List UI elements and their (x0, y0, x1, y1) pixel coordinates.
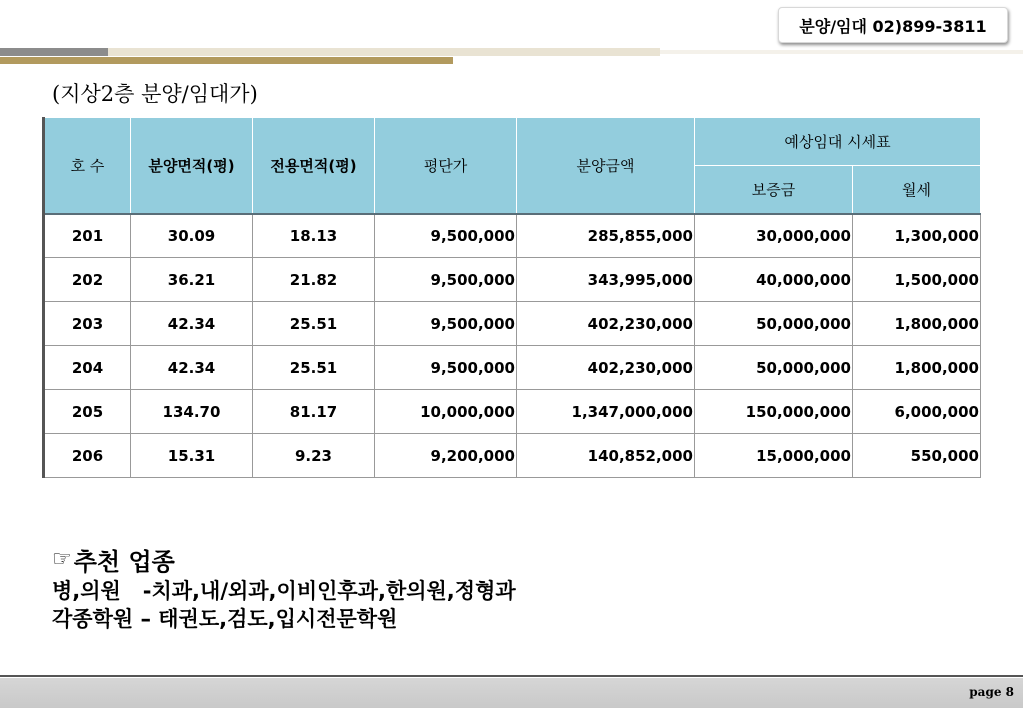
page-number: page 8 (969, 685, 1014, 699)
cell-unit: 202 (44, 258, 131, 302)
footer (0, 678, 1023, 708)
cell-sale-price: 285,855,000 (517, 214, 695, 258)
header-unit: 호 수 (44, 118, 131, 214)
contact-badge: 분양/임대 02)899-3811 (778, 7, 1008, 43)
header-exclusive-area: 전용면적(평) (253, 118, 375, 214)
recommend-section (52, 542, 516, 633)
price-table-wrapper (42, 117, 981, 478)
page-subtitle: (지상2층 분양/임대가) (52, 82, 258, 106)
cell-sale-price: 140,852,000 (517, 434, 695, 478)
cell-price-per-pyeong: 10,000,000 (375, 390, 517, 434)
cell-sale-area: 134.70 (131, 390, 253, 434)
header-bar-gray (0, 48, 108, 56)
header-rent-group: 예상임대 시세표 (695, 118, 981, 166)
cell-sale-area: 36.21 (131, 258, 253, 302)
cell-sale-area: 30.09 (131, 214, 253, 258)
cell-monthly-rent: 1,800,000 (853, 346, 981, 390)
cell-deposit: 150,000,000 (695, 390, 853, 434)
cell-sale-area: 42.34 (131, 302, 253, 346)
cell-unit: 205 (44, 390, 131, 434)
cell-sale-price: 343,995,000 (517, 258, 695, 302)
cell-unit: 201 (44, 214, 131, 258)
table-row (44, 346, 981, 390)
cell-price-per-pyeong: 9,200,000 (375, 434, 517, 478)
table-row (44, 258, 981, 302)
cell-monthly-rent: 1,300,000 (853, 214, 981, 258)
pointing-hand-icon: ☞ (52, 547, 72, 572)
cell-sale-price: 402,230,000 (517, 346, 695, 390)
cell-exclusive-area: 18.13 (253, 214, 375, 258)
header-sale-area: 분양면적(평) (131, 118, 253, 214)
header-bar-light (108, 48, 660, 56)
cell-exclusive-area: 81.17 (253, 390, 375, 434)
cell-price-per-pyeong: 9,500,000 (375, 214, 517, 258)
recommend-title-row (52, 542, 516, 577)
cell-sale-price: 1,347,000,000 (517, 390, 695, 434)
cell-deposit: 50,000,000 (695, 302, 853, 346)
cell-unit: 204 (44, 346, 131, 390)
header-sale-price: 분양금액 (517, 118, 695, 214)
cell-price-per-pyeong: 9,500,000 (375, 258, 517, 302)
cell-exclusive-area: 25.51 (253, 346, 375, 390)
cell-exclusive-area: 25.51 (253, 302, 375, 346)
cell-unit: 206 (44, 434, 131, 478)
recommend-line-academies: 각종학원 – 태권도,검도,입시전문학원 (52, 607, 398, 631)
cell-monthly-rent: 550,000 (853, 434, 981, 478)
cell-sale-area: 15.31 (131, 434, 253, 478)
cell-deposit: 30,000,000 (695, 214, 853, 258)
cell-deposit: 40,000,000 (695, 258, 853, 302)
cell-monthly-rent: 1,800,000 (853, 302, 981, 346)
price-table (42, 117, 981, 478)
cell-deposit: 50,000,000 (695, 346, 853, 390)
cell-exclusive-area: 21.82 (253, 258, 375, 302)
header-bar-gold (0, 57, 453, 64)
header-price-per-pyeong: 평단가 (375, 118, 517, 214)
table-row (44, 302, 981, 346)
header-monthly-rent: 월세 (853, 166, 981, 214)
cell-monthly-rent: 1,500,000 (853, 258, 981, 302)
footer-divider (0, 675, 1023, 677)
cell-price-per-pyeong: 9,500,000 (375, 302, 517, 346)
cell-deposit: 15,000,000 (695, 434, 853, 478)
cell-unit: 203 (44, 302, 131, 346)
header-bar-right (660, 50, 1023, 54)
recommend-title: 추천 업종 (73, 548, 175, 576)
cell-sale-area: 42.34 (131, 346, 253, 390)
table-row (44, 390, 981, 434)
header-deposit: 보증금 (695, 166, 853, 214)
table-row (44, 434, 981, 478)
cell-sale-price: 402,230,000 (517, 302, 695, 346)
recommend-line-clinics: 병,의원 -치과,내/외과,이비인후과,한의원,정형과 (52, 579, 516, 603)
table-body (44, 214, 981, 478)
table-row (44, 214, 981, 258)
cell-exclusive-area: 9.23 (253, 434, 375, 478)
cell-price-per-pyeong: 9,500,000 (375, 346, 517, 390)
cell-monthly-rent: 6,000,000 (853, 390, 981, 434)
